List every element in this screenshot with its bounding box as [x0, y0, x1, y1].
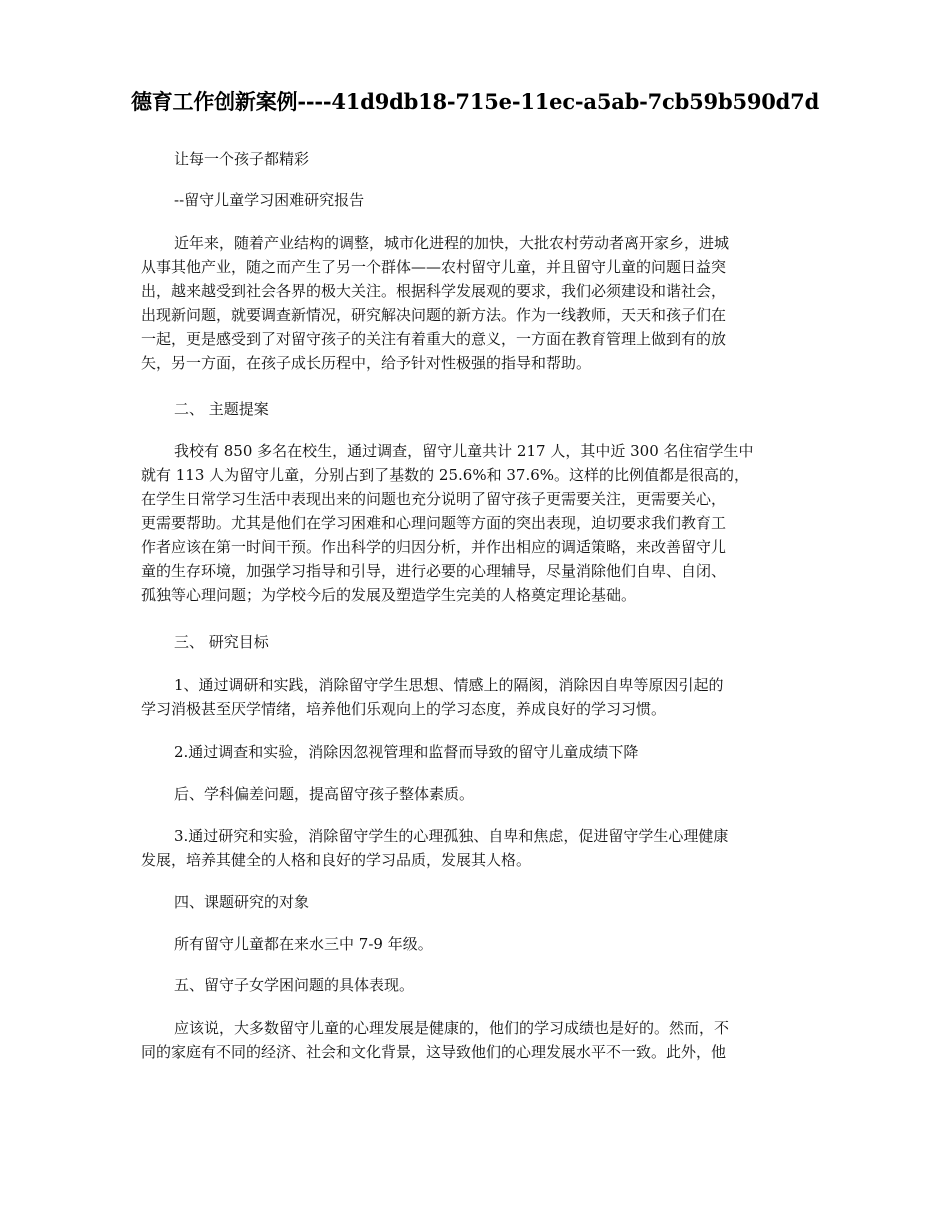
- text-line: 从事其他产业，随之而产生了另一个群体——农村留守儿童，并且留守儿童的问题日益突: [141, 258, 727, 276]
- text-line: 所有留守儿童都在来水三中 7-9 年级。: [174, 935, 433, 953]
- text-line: 学习消极甚至厌学情绪，培养他们乐观向上的学习态度，养成良好的学习习惯。: [141, 700, 667, 718]
- text-line: 二、 主题提案: [174, 400, 269, 418]
- section-heading-4: [141, 890, 811, 914]
- text-line: 出，越来越受到社会各界的极大关注。根据科学发展观的要求，我们必须建设和谐社会，: [141, 282, 727, 300]
- text-line: 后、学科偏差问题，提高留守孩子整体素质。: [174, 785, 475, 803]
- text-line: --留守儿童学习困难研究报告: [174, 191, 365, 209]
- text-line: 我校有 850 多名在校生，通过调查，留守儿童共计 217 人，其中近 300 名住宿学生中: [174, 442, 754, 460]
- paragraph-subtitle-2: [141, 188, 811, 212]
- text-line: 童的生存环境，加强学习指导和引导，进行必要的心理辅导，尽量消除他们自卑、自闭、: [141, 562, 727, 580]
- paragraph-goal-2: [141, 740, 811, 764]
- paragraph-subjects: [141, 932, 811, 956]
- text-line: 2.通过调查和实验，消除因忽视管理和监督而导致的留守儿童成绩下降: [174, 743, 639, 761]
- paragraph-intro: [141, 231, 811, 375]
- text-line: 矢，另一方面，在孩子成长历程中，给予针对性极强的指导和帮助。: [141, 354, 592, 372]
- paragraph-goal-3: [141, 824, 811, 872]
- text-line: 五、留守子女学困问题的具体表现。: [174, 976, 415, 994]
- paragraph-manifestation: [141, 1016, 811, 1064]
- section-heading-2: [141, 397, 811, 421]
- text-line: 近年来，随着产业结构的调整，城市化进程的加快，大批农村劳动者离开家乡，进城: [174, 234, 730, 252]
- document-title: 德育工作创新案例----41d9db18-715e-11ec-a5ab-7cb59b590d7d: [130, 89, 820, 114]
- text-line: 四、课题研究的对象: [174, 893, 310, 911]
- text-line: 就有 113 人为留守儿童，分别占到了基数的 25.6%和 37.6%。这样的比例值都是很高的，: [141, 466, 750, 484]
- text-line: 孤独等心理问题；为学校今后的发展及塑造学生完美的人格奠定理论基础。: [141, 586, 637, 604]
- text-line: 1、通过调研和实践，消除留守学生思想、情感上的隔阂，消除因自卑等原因引起的: [174, 676, 724, 694]
- text-line: 更需要帮助。尤其是他们在学习困难和心理问题等方面的突出表现，迫切要求我们教育工: [141, 514, 727, 532]
- text-line: 一起，更是感受到了对留守孩子的关注有着重大的意义，一方面在教育管理上做到有的放: [141, 330, 727, 348]
- text-line: 发展，培养其健全的人格和良好的学习品质，发展其人格。: [141, 851, 532, 869]
- text-line: 同的家庭有不同的经济、社会和文化背景，这导致他们的心理发展水平不一致。此外，他: [141, 1043, 727, 1061]
- text-line: 应该说，大多数留守儿童的心理发展是健康的，他们的学习成绩也是好的。然而，不: [174, 1019, 730, 1037]
- text-line: 3.通过研究和实验，消除留守学生的心理孤独、自卑和焦虑，促进留守学生心理健康: [174, 827, 729, 845]
- text-line: 出现新问题，就要调查新情况，研究解决问题的新方法。作为一线教师，天天和孩子们在: [141, 306, 727, 324]
- text-line: 让每一个孩子都精彩: [174, 150, 310, 168]
- paragraph-goal-2-cont: [141, 782, 811, 806]
- text-line: 三、 研究目标: [174, 633, 269, 651]
- text-line: 作者应该在第一时间干预。作出科学的归因分析，并作出相应的调适策略，来改善留守儿: [141, 538, 727, 556]
- paragraph-goal-1: [141, 673, 811, 721]
- section-heading-5: [141, 973, 811, 997]
- paragraph-subtitle-1: [141, 147, 811, 171]
- text-line: 在学生日常学习生活中表现出来的问题也充分说明了留守孩子更需要关注，更需要关心，: [141, 490, 727, 508]
- section-heading-3: [141, 630, 811, 654]
- paragraph-proposal: [141, 439, 811, 607]
